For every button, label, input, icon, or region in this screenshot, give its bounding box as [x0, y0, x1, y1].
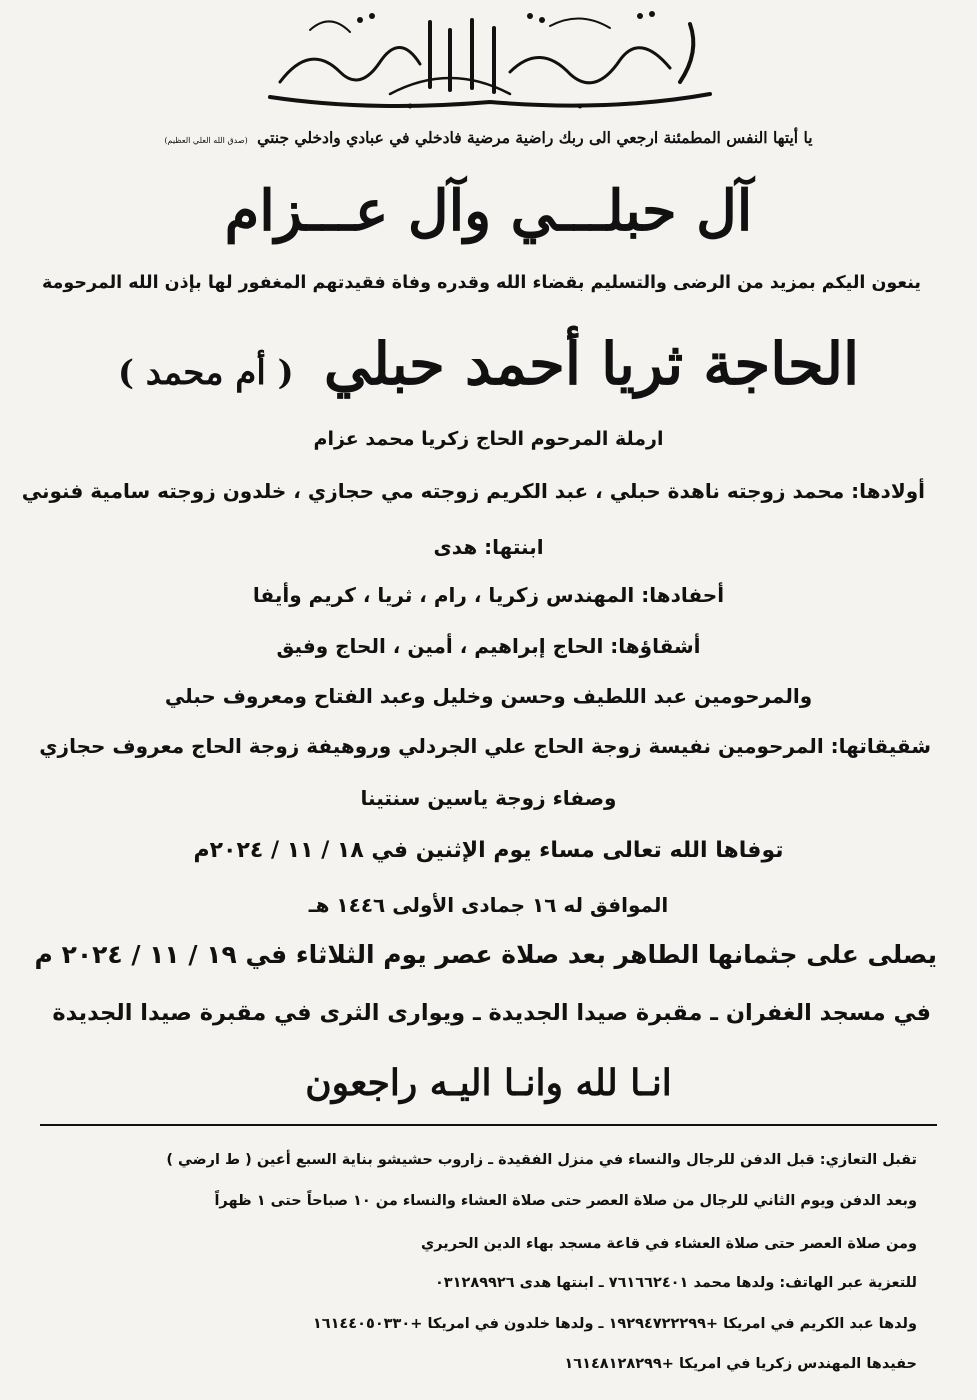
condolence-line: تقبل التعازي: قبل الدفن للرجال والنساء في منزل الفقيدة ـ زاروب حشيشو بناية السبع أعين ( ط ارضي ): [166, 1152, 917, 1168]
announcement: ينعون اليكم بمزيد من الرضى والتسليم بقضاء الله وقدره وفاة فقيدتهم المغفور لها بإذن الله المرحومة: [41, 273, 921, 293]
condolence-phone-line: للتعزية عبر الهاتف: ولدها محمد ٧٦١٦٦٢٤٠١ ـ ابنتها هدى ٠٣١٢٨٩٩٢٦: [434, 1275, 917, 1291]
istirja: انـا لله وانـا اليـه راجعون: [305, 1062, 672, 1104]
daughter-line: ابنتها: هدى: [433, 535, 544, 559]
late-brothers-line: والمرحومين عبد اللطيف وحسن وخليل وعبد الفتاح ومعروف حبلي: [164, 684, 813, 708]
widow-of: ارملة المرحوم الحاج زكريا محمد عزام: [313, 428, 664, 450]
sisters-cont-line: وصفاء زوجة ياسين سنتينا: [360, 786, 617, 810]
deceased-name-line: [40, 330, 937, 398]
quran-verse: [40, 128, 937, 147]
quran-verse-text: يا أيتها النفس المطمئنة ارجعي الى ربك راضية مرضية فادخلي في عبادي وادخلي جنتي: [257, 128, 813, 147]
calligraphy-header: [250, 2, 730, 117]
death-date: توفاها الله تعالى مساء يوم الإثنين في ١٨ / ١١ / ٢٠٢٤م: [193, 838, 784, 863]
hijri-date: الموافق له ١٦ جمادى الأولى ١٤٤٦ هـ: [308, 893, 669, 917]
families-title: آل حبلـــي وآل عـــزام: [224, 178, 753, 244]
burial-place: في مسجد الغفران ـ مقبرة صيدا الجديدة ـ ويوارى الثرى في مقبرة صيدا الجديدة: [52, 1000, 931, 1026]
deceased-name: الحاجة ثريا أحمد حبلي: [323, 330, 860, 398]
condolence-phone-line: حفيدها المهندس زكريا في امريكا ‎+١٦١٤٨١٢٨٢٩٩: [564, 1356, 917, 1372]
condolence-line: وبعد الدفن ويوم الثاني للرجال من صلاة العصر حتى صلاة العشاء والنساء من ١٠ صباحاً حتى ١ ظهراً: [214, 1193, 917, 1209]
quran-ref: (صدق الله العلي العظيم): [164, 136, 248, 145]
brothers-line: أشقاؤها: الحاج إبراهيم ، أمين ، الحاج وفيق: [276, 634, 701, 658]
sons-line: أولادها: محمد زوجته ناهدة حبلي ، عبد الكريم زوجته مي حجازي ، خلدون زوجته سامية فنوني: [21, 479, 925, 503]
funeral-prayer: يصلى على جثمانها الطاهر بعد صلاة عصر يوم الثلاثاء في ١٩ / ١١ / ٢٠٢٤ م: [34, 940, 937, 969]
divider: [40, 1124, 937, 1126]
condolence-line: ومن صلاة العصر حتى صلاة العشاء في قاعة مسجد بهاء الدين الحريري: [420, 1236, 917, 1252]
grandchildren-line: أحفادها: المهندس زكريا ، رام ، ثريا ، كريم وأيفا: [252, 583, 725, 607]
condolence-phone-line: ولدها عبد الكريم في امريكا ‎+١٩٢٩٤٧٢٢٢٩٩ ـ ولدها خلدون في امريكا ‎+١٦١٤٤٠٥٠٣٣٠: [312, 1316, 917, 1332]
sisters-line: شقيقاتها: المرحومين نفيسة زوجة الحاج علي الجردلي وروهيفة زوجة الحاج معروف حجازي: [39, 734, 931, 758]
deceased-kunya: ( أم محمد ): [117, 353, 294, 393]
